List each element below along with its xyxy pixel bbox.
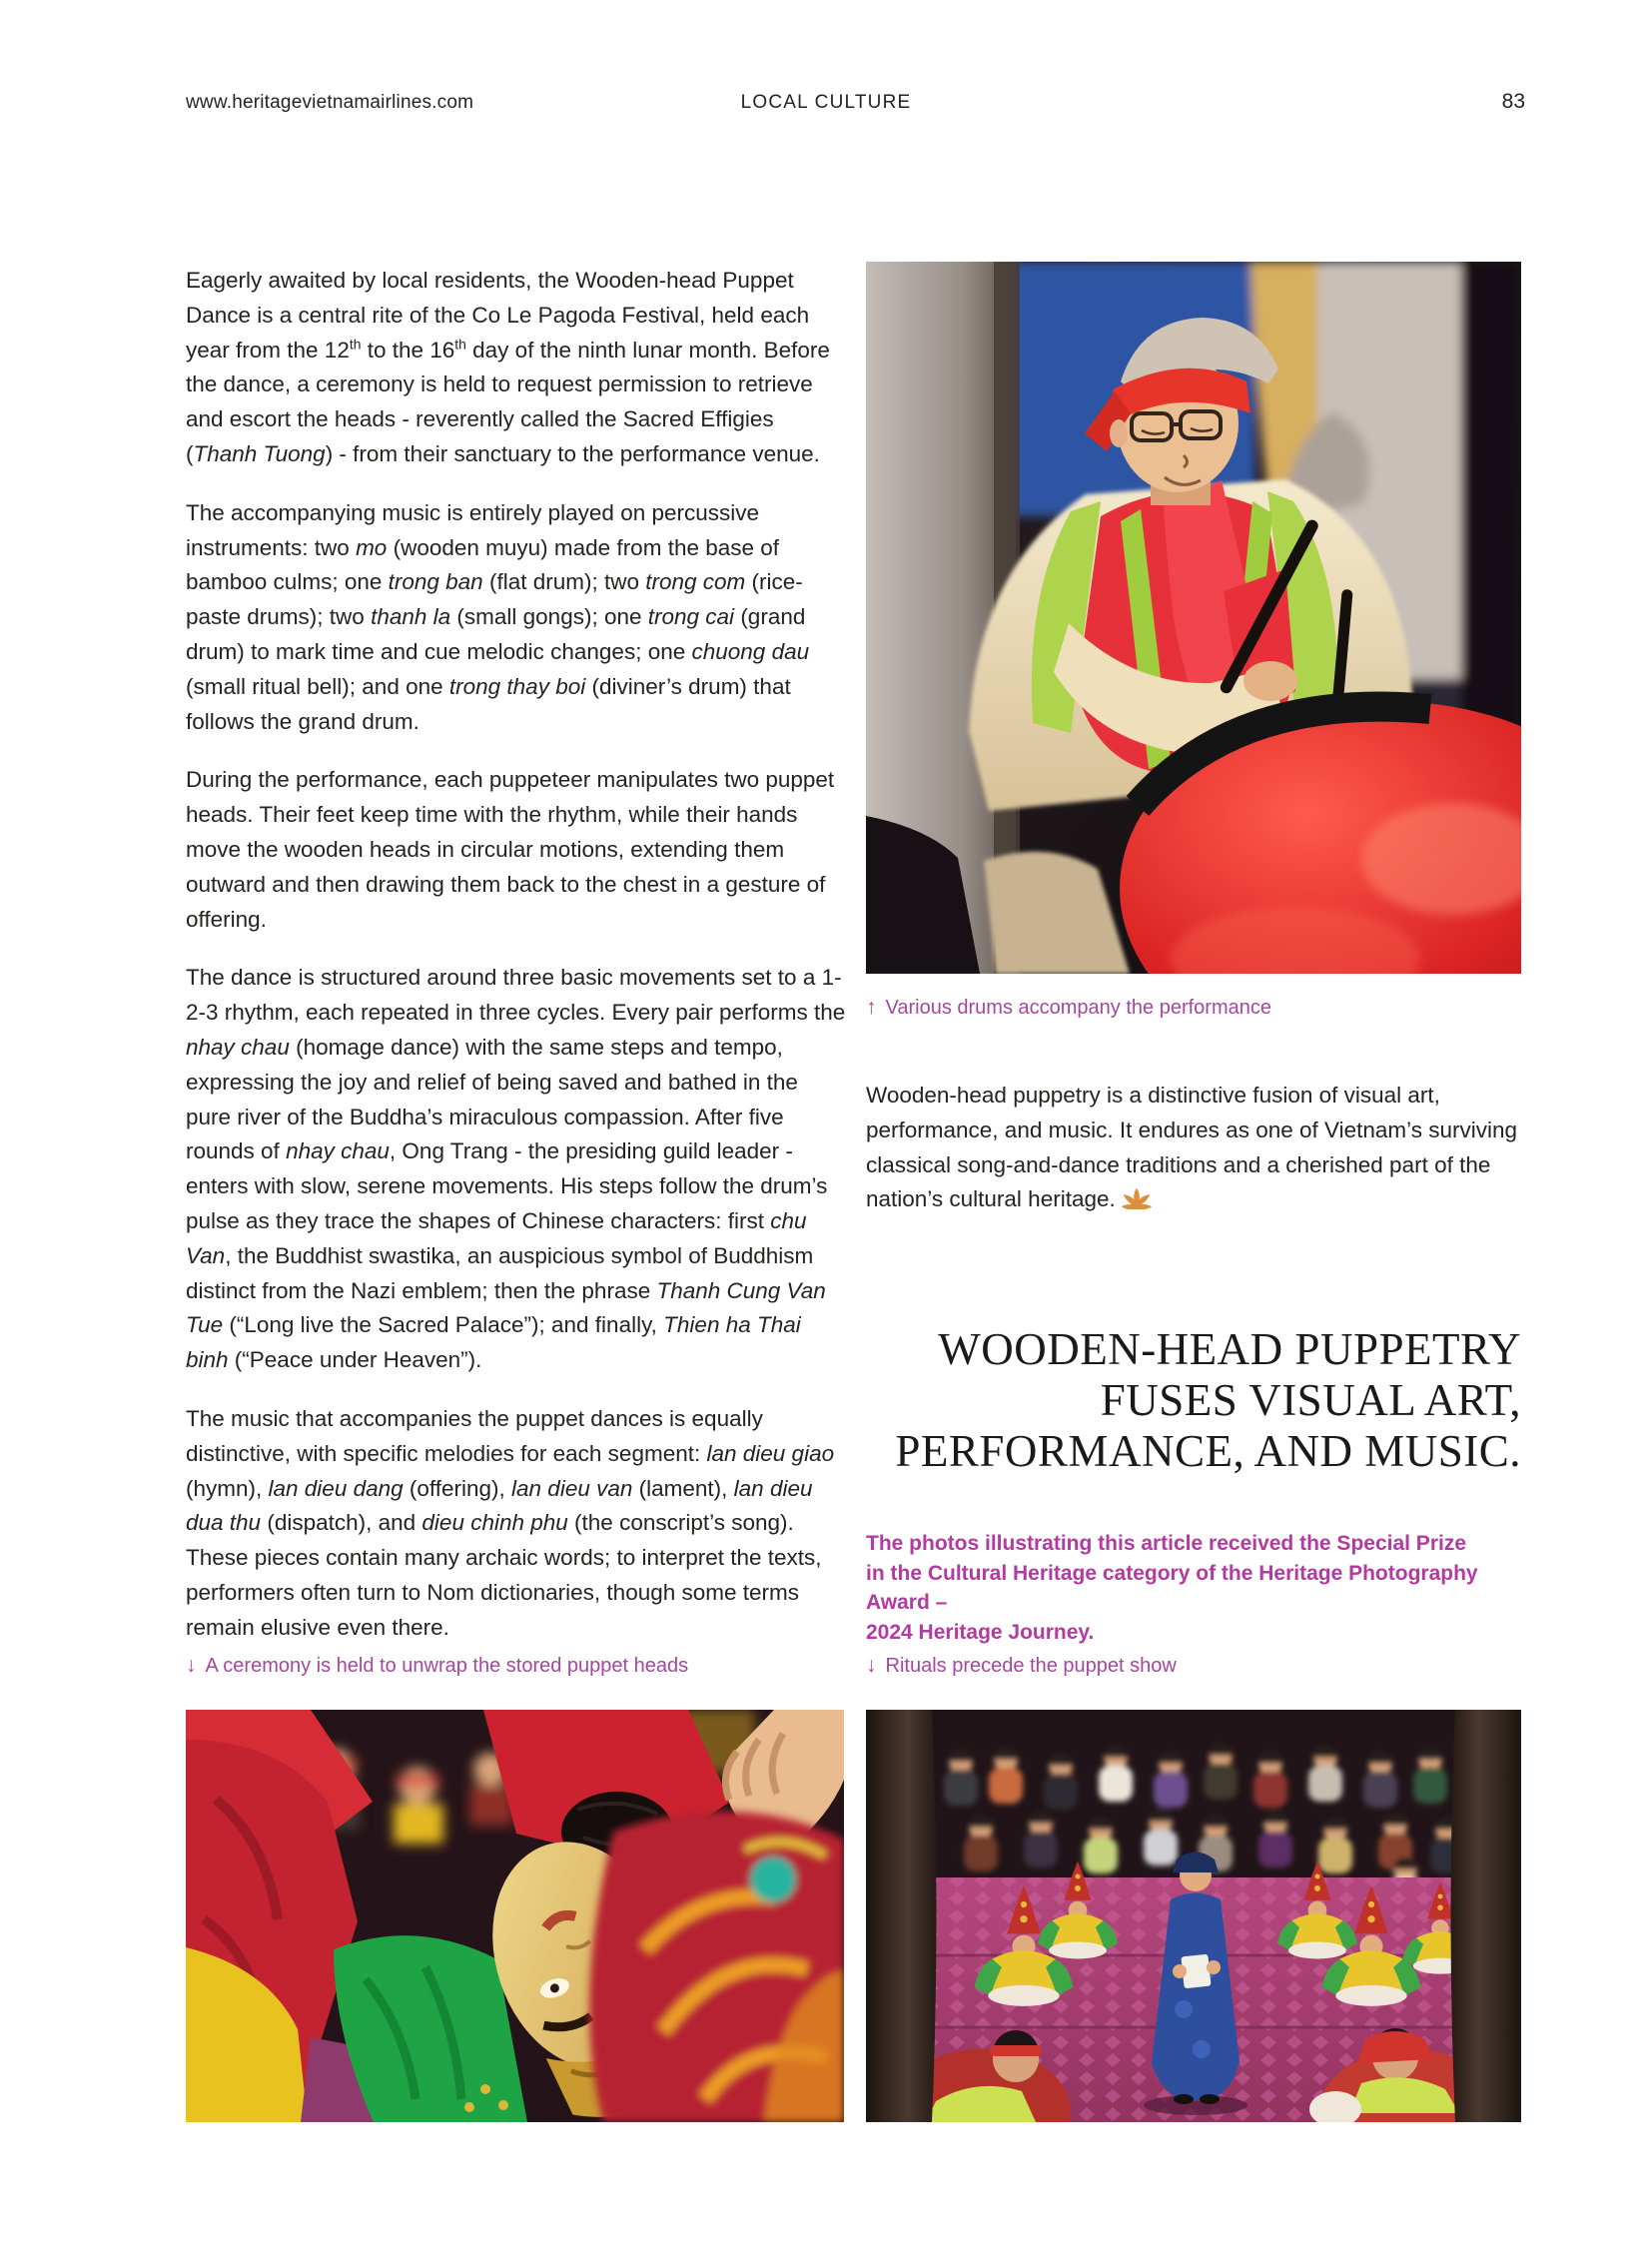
photo-ceremony bbox=[186, 1710, 844, 2122]
article-paragraph-4: The dance is structured around three basic movements set to a 1-2-3 rhythm, each repeated in three cycles. Every pair performs the nhay chau (homage dance) with the same steps and tempo, expressing the joy and relief of being saved and bathed in the pure river of the Buddha’s miraculous compassion. After five rounds of nhay chau, Ong Trang - the presiding guild leader - enters with slow, serene movements. His steps follow the drum’s pulse as they trace the shapes of Chinese characters: first chu Van, the Buddhist swastika, an auspicious symbol of Buddhism distinct from the Nazi emblem; then the phrase Thanh Cung Van Tue (“Long live the Sacred Palace”); and finally, Thien ha Thai binh (“Peace under Heaven”). bbox=[186, 965, 846, 1373]
header-section-title: LOCAL CULTURE bbox=[740, 92, 912, 113]
caption-text: Various drums accompany the performance bbox=[885, 997, 1271, 1019]
drummer-illustration bbox=[866, 262, 1521, 974]
header-website-url: www.heritagevietnamairlines.com bbox=[186, 92, 474, 113]
lotus-icon bbox=[1120, 1186, 1154, 1209]
photo-caption-rituals bbox=[866, 1654, 1177, 1678]
headline-line-2: FUSES VISUAL ART, bbox=[1100, 1375, 1521, 1425]
award-note bbox=[866, 1529, 1527, 1647]
article-paragraph-1: Eagerly awaited by local residents, the Wooden-head Puppet Dance is a central rite of the Co Le Pagoda Festival, held each year from the 12th to the 16th day of the ninth lunar month. Before the dance, a ceremony is held to request permission to retrieve and escort the heads - reverently called the Sacred Effigies (Thanh Tuong) - from their sanctuary to the performance venue. bbox=[186, 268, 830, 466]
photo-caption-drums bbox=[866, 996, 1271, 1020]
down-arrow-icon: ↓ bbox=[866, 1654, 877, 1677]
photo-drummer bbox=[866, 262, 1521, 974]
up-arrow-icon: ↑ bbox=[866, 996, 877, 1019]
caption-text: A ceremony is held to unwrap the stored puppet heads bbox=[205, 1655, 689, 1677]
photo-rituals bbox=[866, 1710, 1521, 2122]
rituals-illustration bbox=[866, 1710, 1521, 2122]
article-paragraph-3: During the performance, each puppeteer manipulates two puppet heads. Their feet keep time with the rhythm, while their hands move the wooden heads in circular motions, extending them outward and then drawing them back to the chest in a gesture of offering. bbox=[186, 767, 835, 932]
article-body bbox=[186, 264, 847, 1669]
award-line-2: in the Cultural Heritage category of the Heritage Photography Award – bbox=[866, 1561, 1478, 1614]
article-intro-right: Wooden-head puppetry is a distinctive fusion of visual art, performance, and music. It endures as one of Vietnam’s surviving classical song-and-dance traditions and a cherished part of the nation’s cultural heritage. bbox=[866, 1083, 1518, 1212]
ceremony-illustration bbox=[186, 1710, 844, 2122]
down-arrow-icon: ↓ bbox=[186, 1654, 197, 1677]
caption-text: Rituals precede the puppet show bbox=[885, 1655, 1177, 1677]
headline-line-1: WOODEN-HEAD PUPPETRY bbox=[938, 1324, 1521, 1374]
header-page-number: 83 bbox=[1501, 90, 1525, 113]
article-paragraph-2: The accompanying music is entirely played on percussive instruments: two mo (wooden muyu) made from the base of bamboo culms; one trong ban (flat drum); two trong com (rice-paste drums); two thanh la (small gongs); one trong cai (grand drum) to mark time and cue melodic changes; one chuong dau (small ritual bell); and one trong thay boi (diviner’s drum) that follows the grand drum. bbox=[186, 499, 810, 734]
award-line-1: The photos illustrating this article received the Special Prize bbox=[866, 1532, 1467, 1555]
headline-line-3: PERFORMANCE, AND MUSIC. bbox=[895, 1426, 1521, 1476]
award-line-3: 2024 Heritage Journey. bbox=[866, 1620, 1095, 1644]
photo-caption-ceremony bbox=[186, 1654, 688, 1678]
pull-quote-headline bbox=[802, 1324, 1521, 1477]
article-paragraph-5: The music that accompanies the puppet dances is equally distinctive, with specific melodies for each segment: lan dieu giao (hymn), lan dieu dang (offering), lan dieu van (lament), lan dieu dua thu (dispatch), and dieu chinh phu (the conscript’s song). These pieces contain many archaic words; to interpret the texts, performers often turn to Nom dictionaries, though some terms remain elusive even there. bbox=[186, 1405, 835, 1640]
